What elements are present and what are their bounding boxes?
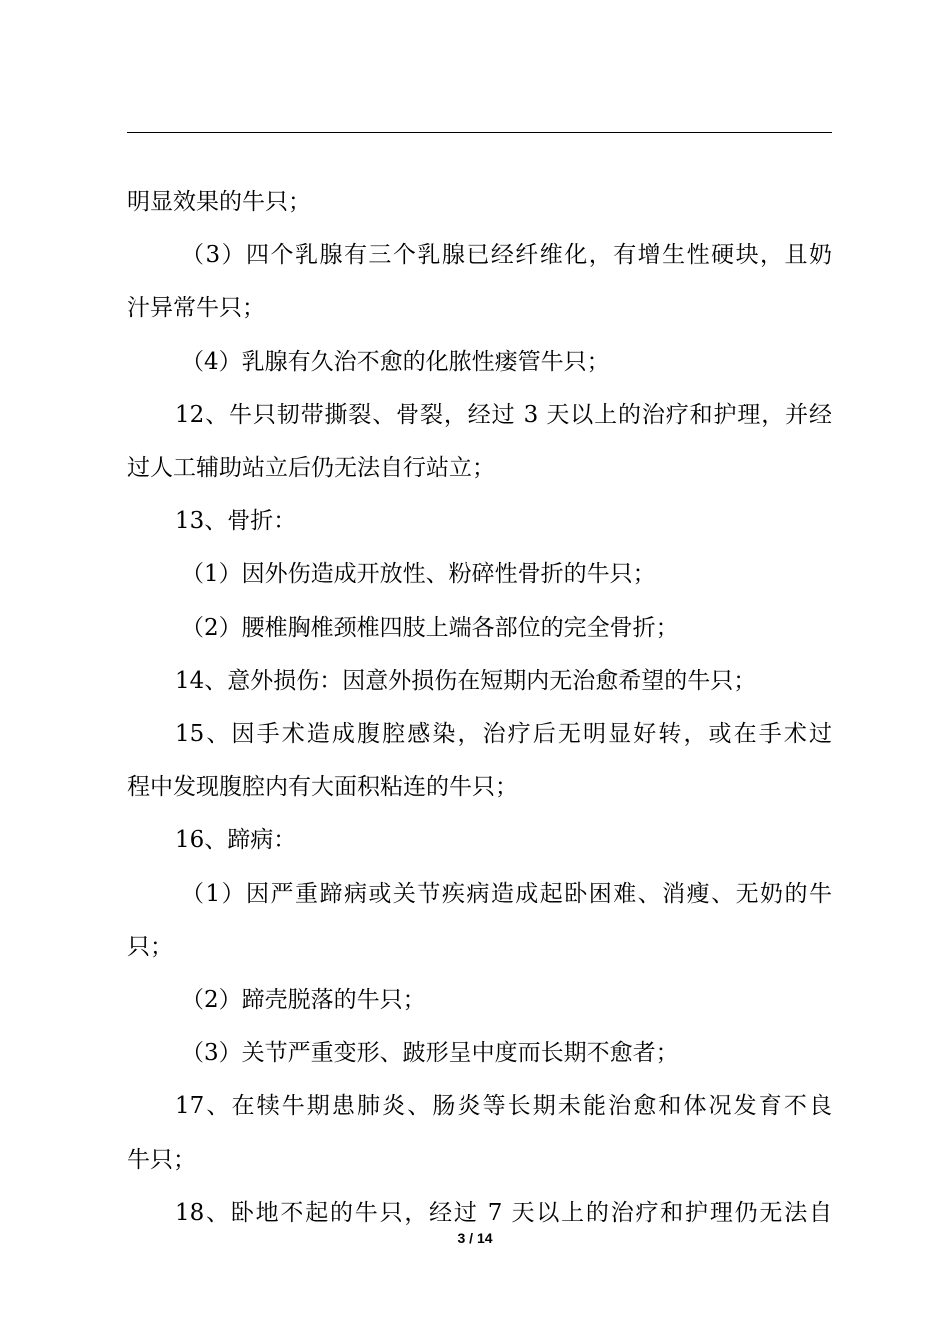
paragraph-line: （3）四个乳腺有三个乳腺已经纤维化，有增生性硬块，且奶	[181, 242, 832, 268]
paragraph-line: （4）乳腺有久治不愈的化脓性瘘管牛只；	[181, 349, 610, 375]
paragraph-line: 牛只；	[127, 1147, 196, 1173]
header-rule	[127, 132, 832, 133]
paragraph-line: （2）腰椎胸椎颈椎四肢上端各部位的完全骨折；	[181, 615, 679, 641]
paragraph-line: （1）因严重蹄病或关节疾病造成起卧困难、消瘦、无奶的牛	[181, 881, 832, 907]
paragraph-line: 过人工辅助站立后仍无法自行站立；	[127, 455, 495, 481]
paragraph-line: （3）关节严重变形、跛形呈中度而长期不愈者；	[181, 1040, 679, 1066]
paragraph-line: 18、卧地不起的牛只，经过 7 天以上的治疗和护理仍无法自	[175, 1200, 832, 1226]
paragraph-line: 只；	[127, 934, 173, 960]
paragraph-line: 明显效果的牛只；	[127, 189, 311, 215]
paragraph-line: 程中发现腹腔内有大面积粘连的牛只；	[127, 774, 518, 800]
paragraph-line: （2）蹄壳脱落的牛只；	[181, 987, 426, 1013]
paragraph-line: 13、骨折：	[175, 508, 297, 534]
paragraph-line: （1）因外伤造成开放性、粉碎性骨折的牛只；	[181, 561, 656, 587]
page-number: 3 / 14	[457, 1230, 493, 1246]
paragraph-line: 14、意外损伤：因意外损伤在短期内无治愈希望的牛只；	[175, 668, 757, 694]
paragraph-line: 汁异常牛只；	[127, 295, 265, 321]
paragraph-line: 15、因手术造成腹腔感染，治疗后无明显好转，或在手术过	[175, 721, 832, 747]
paragraph-line: 17、在犊牛期患肺炎、肠炎等长期未能治愈和体况发育不良	[175, 1093, 832, 1119]
paragraph-line: 16、蹄病：	[175, 827, 297, 853]
paragraph-line: 12、牛只韧带撕裂、骨裂，经过 3 天以上的治疗和护理，并经	[175, 402, 832, 428]
